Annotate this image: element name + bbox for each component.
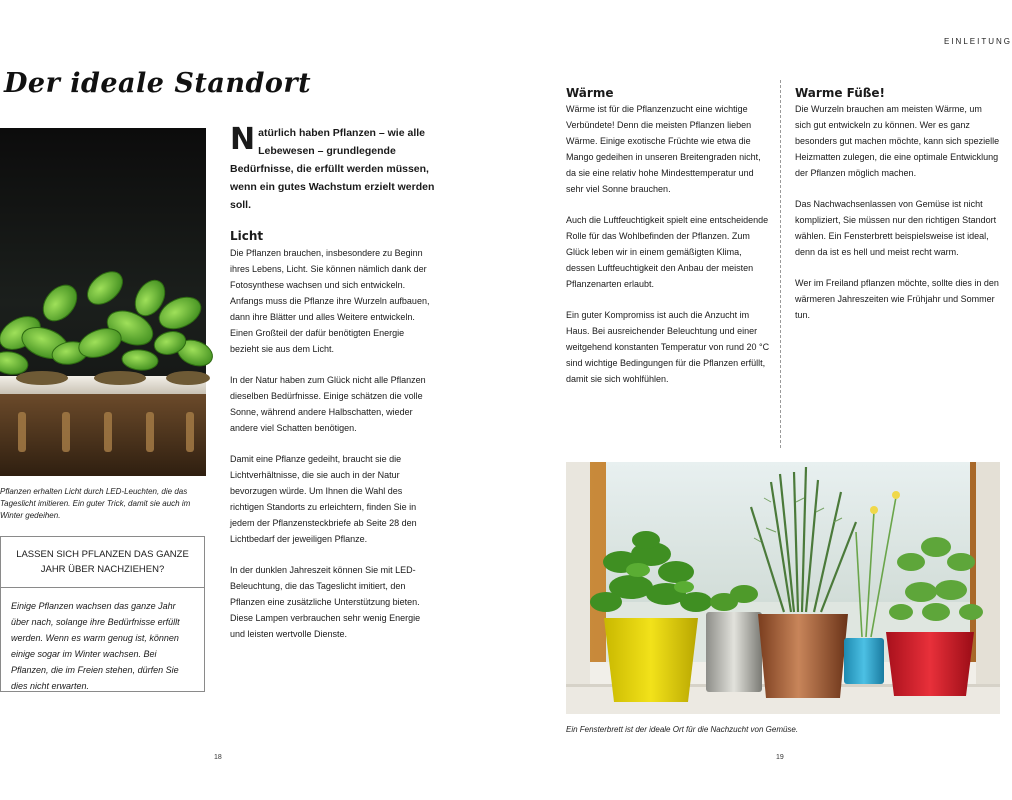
licht-paragraph: In der dunklen Jahreszeit können Sie mit LED-Beleuchtung, die das Tageslicht imitiert, den Pflanzen eine zusätzliche Unterstützung bieten. Diese Lampen verbrauchen sehr wenig Energie und leisten wertvolle Dienste.	[230, 565, 421, 639]
licht-paragraph: Damit eine Pflanze gedeiht, braucht sie die Lichtverhältnisse, die sie auch in der Natur bevorzugen würde. Um Ihnen die Wahl des richtigen Standorts zu erleichtern, finden Sie in jedem der Pflanzensteckbriefe ab Seite 28 den Lichtbedarf der jeweiligen Pflanze.	[230, 454, 417, 544]
waerme-paragraph: Wärme ist für die Pflanzenzucht eine wichtige Verbündete! Denn die meisten Pflanzen lieben Wärme. Einige exotische Früchte wie etwa die Mango gedeihen in unseren Breitengraden nicht, da sie eine relativ hohe Mindesttemperatur und sehr viel Sonne brauchen.	[566, 104, 761, 194]
page-number-right: 19	[776, 754, 784, 761]
warme-fuesse-body	[795, 101, 1000, 323]
info-box	[0, 536, 205, 692]
windowsill-herbs-photo	[566, 462, 1000, 714]
warme-fuesse-section	[795, 86, 1000, 338]
waerme-paragraph: Auch die Luftfeuchtigkeit spielt eine entscheidende Rolle für das Wohlbefinden der Pflanzen. Zum Glück leben wir in einem gemäßigten Klima, dessen Luftfeuchtigkeit den Anbau der meisten Pflanzenarten erlaubt.	[566, 215, 769, 289]
waerme-body	[566, 101, 771, 387]
licht-body	[230, 245, 435, 642]
licht-paragraph: Die Pflanzen brauchen, insbesondere zu Beginn ihres Lebens, Licht. Sie können nämlich dank der Fotosynthese wachsen und sich entwickeln. Anfangs muss die Pflanze ihre Wurzeln aufbauen, dann ihre Blätter und alles Weitere entwickeln. Einen Großteil der dafür benötigten Energie bezieht sie aus dem Licht.	[230, 248, 430, 354]
warme-fuesse-heading: Warme Füße!	[795, 86, 886, 100]
column-divider	[780, 80, 781, 448]
warme-fuesse-paragraph: Das Nachwachsenlassen von Gemüse ist nicht kompliziert, Sie müssen nur den richtigen Standort wählen. Ein Fensterbrett beispielsweise ist ideal, denn da ist es hell und meist recht warm.	[795, 199, 997, 257]
waerme-section	[566, 86, 771, 402]
page-number-left: 18	[214, 754, 222, 761]
left-photo-caption: Pflanzen erhalten Licht durch LED-Leuchten, die das Tageslicht imitieren. Ein guter Trick, damit sie auch im Winter gedeihen.	[0, 487, 191, 520]
info-box-heading: LASSEN SICH PFLANZEN DAS GANZE JAHR ÜBER NACHZIEHEN?	[1, 537, 204, 588]
lead-paragraph	[230, 124, 440, 214]
right-photo-caption: Ein Fensterbrett ist der ideale Ort für die Nachzucht von Gemüse.	[566, 725, 799, 734]
section-label: EINLEITUNG	[944, 37, 1012, 46]
info-box-text: Einige Pflanzen wachsen das ganze Jahr über nach, solange ihre Bedürfnisse erfüllt werden. Wenn es warm genug ist, können einige sogar im Winter wachsen. Bei Pflanzen, die im Freien stehen, dürfen Sie dies nicht erwarten.	[11, 601, 180, 691]
licht-heading: Licht	[230, 229, 264, 243]
warme-fuesse-paragraph: Die Wurzeln brauchen am meisten Wärme, um sich gut entwickeln zu können. Wer es ganz besonders gut machen möchte, kann sich spezielle Heizmatten zulegen, die eine optimale Entwicklung der Pflanzen möglich machen.	[795, 104, 1000, 178]
licht-section	[230, 229, 435, 657]
warme-fuesse-paragraph: Wer im Freiland pflanzen möchte, sollte dies in den wärmeren Jahreszeiten wie Frühjahr und Sommer tun.	[795, 278, 999, 320]
drop-cap: N	[230, 122, 256, 157]
waerme-heading: Wärme	[566, 86, 614, 100]
waerme-paragraph: Ein guter Kompromiss ist auch die Anzucht im Haus. Bei ausreichender Beleuchtung und einer weitgehend konstanten Temperatur von rund 20 °C sind wichtige Bedingungen für die Pflanzen erfüllt, damit sie sich wohlfühlen.	[566, 310, 770, 384]
led-seedlings-photo	[0, 128, 206, 476]
licht-paragraph: In der Natur haben zum Glück nicht alle Pflanzen dieselben Bedürfnisse. Einige schätzen die volle Sonne, während andere Halbschatten, wieder andere viel Schatten benötigen.	[230, 375, 426, 433]
lead-text: atürlich haben Pflanzen – wie alle Lebewesen – grundlegende Bedürfnisse, die erfüllt werden müssen, wenn ein gutes Wachstum erzielt werden soll.	[230, 127, 435, 211]
page-title: Der ideale Standort	[4, 68, 312, 99]
